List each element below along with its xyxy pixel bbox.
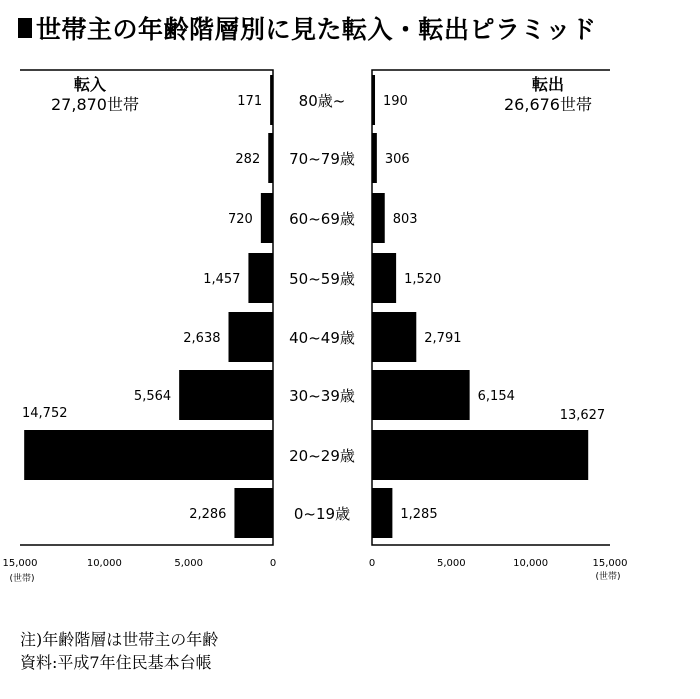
x-tick-label-right: 15,000 [592, 558, 628, 569]
category-label: 80歳~ [298, 92, 346, 110]
bar-out [372, 133, 377, 183]
bar-in [234, 488, 273, 538]
data-label-out: 306 [384, 152, 410, 167]
bar-in [229, 312, 273, 362]
bar-in [179, 370, 273, 420]
category-label: 50~59歳 [289, 270, 355, 288]
bar-out [372, 370, 470, 420]
series-total-in: 27,870世帯 [51, 95, 139, 114]
data-label-out: 1,285 [400, 507, 438, 522]
category-label: 60~69歳 [289, 210, 355, 228]
bar-in [261, 193, 273, 243]
category-label: 20~29歳 [289, 447, 355, 465]
data-label-in: 14,752 [22, 406, 68, 421]
series-total-out: 26,676世帯 [504, 95, 592, 114]
x-unit-right: (世帯) [595, 572, 621, 582]
category-label: 0~19歳 [293, 505, 351, 523]
data-label-in: 5,564 [133, 389, 172, 404]
data-label-out: 1,520 [404, 272, 442, 287]
category-label: 30~39歳 [289, 387, 355, 405]
bar-out [372, 430, 588, 480]
data-label-in: 720 [228, 212, 253, 227]
x-tick-label-left: 5,000 [174, 558, 203, 569]
bar-out [372, 193, 385, 243]
bar-in [248, 253, 273, 303]
x-tick-label-left: 15,000 [2, 558, 38, 569]
bar-in [270, 75, 273, 125]
x-unit-left: (世帯) [9, 574, 35, 584]
bar-in [268, 133, 273, 183]
data-label-out: 13,627 [559, 408, 606, 423]
chart-title: 世帯主の年齢階層別に見た転入・転出ピラミッド [36, 15, 597, 44]
data-label-out: 190 [383, 94, 408, 109]
bar-in [24, 430, 273, 480]
data-label-out: 803 [392, 212, 418, 227]
x-tick-label-right: 0 [368, 558, 376, 569]
x-tick-label-right: 10,000 [513, 558, 549, 569]
notes [20, 628, 218, 674]
bar-out [372, 253, 396, 303]
category-label: 70~79歳 [289, 150, 355, 168]
data-label-in: 2,286 [189, 507, 227, 522]
x-tick-label-left: 0 [269, 558, 277, 569]
series-name-out: 転出 [531, 75, 565, 94]
data-label-in: 2,638 [183, 331, 221, 346]
x-tick-label-left: 10,000 [86, 558, 122, 569]
bar-out [372, 312, 416, 362]
data-label-in: 1,457 [203, 272, 241, 287]
source-line: 資料:平成7年住民基本台帳 [20, 653, 212, 672]
data-label-in: 282 [235, 152, 261, 167]
data-label-out: 6,154 [477, 389, 515, 404]
bar-out [372, 75, 375, 125]
note-line: 注)年齢階層は世帯主の年齢 [20, 630, 219, 649]
category-label: 40~49歳 [289, 329, 355, 347]
bar-out [372, 488, 392, 538]
series-name-in: 転入 [73, 75, 107, 94]
data-label-out: 2,791 [424, 331, 462, 346]
x-tick-label-right: 5,000 [437, 558, 466, 569]
data-label-in: 171 [237, 94, 263, 109]
